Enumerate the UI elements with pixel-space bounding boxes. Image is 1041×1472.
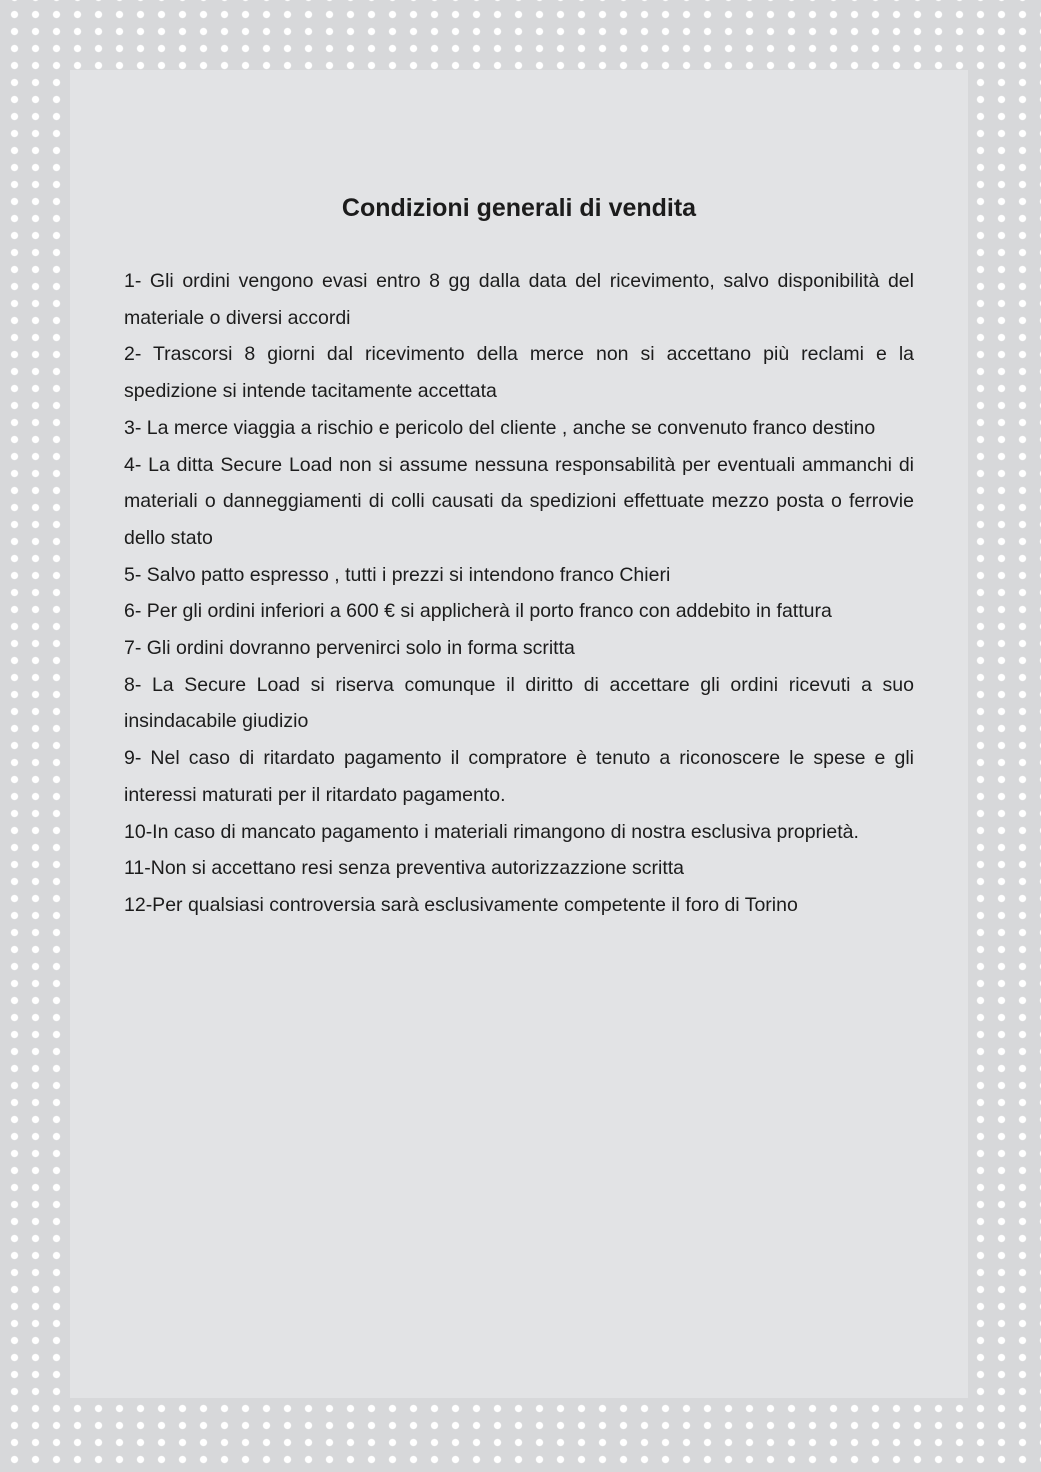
term-item: 3- La merce viaggia a rischio e pericolo del cliente , anche se convenuto franco destino	[124, 416, 876, 439]
term-item: 10-In caso di mancato pagamento i materiali rimangono di nostra esclusiva proprietà.	[124, 820, 859, 843]
term-item: 12-Per qualsiasi controversia sarà esclusivamente competente il foro di Torino	[124, 893, 798, 916]
document-panel	[70, 70, 968, 1398]
terms-list	[124, 263, 914, 924]
term-item: 1- Gli ordini vengono evasi entro 8 gg dalla data del ricevimento, salvo disponibilità del materiale o diversi accordi	[124, 270, 914, 329]
term-item: 11-Non si accettano resi senza preventiva autorizzazzione scritta	[124, 857, 684, 880]
term-item: 2- Trascorsi 8 giorni dal ricevimento della merce non si accettano più reclami e la spedizione si intende tacitamente accettata	[124, 343, 914, 403]
term-item: 7- Gli ordini dovranno pervenirci solo in forma scritta	[124, 637, 575, 660]
term-item: 8- La Secure Load si riserva comunque il diritto di accettare gli ordini ricevuti a suo insindacabile giudizio	[124, 673, 914, 733]
term-item: 4- La ditta Secure Load non si assume nessuna responsabilità per eventuali ammanchi di materiali o danneggiamenti di colli causati da spedizioni effettuate mezzo posta o ferrovie dello stato	[124, 453, 914, 549]
term-item: 9- Nel caso di ritardato pagamento il compratore è tenuto a riconoscere le spese e gli interessi maturati per il ritardato pagamento.	[124, 747, 914, 806]
term-item: 6- Per gli ordini inferiori a 600 € si applicherà il porto franco con addebito in fattura	[124, 600, 832, 623]
term-item: 5- Salvo patto espresso , tutti i prezzi si intendono franco Chieri	[124, 563, 671, 586]
document-title: Condizioni generali di vendita	[341, 194, 697, 222]
